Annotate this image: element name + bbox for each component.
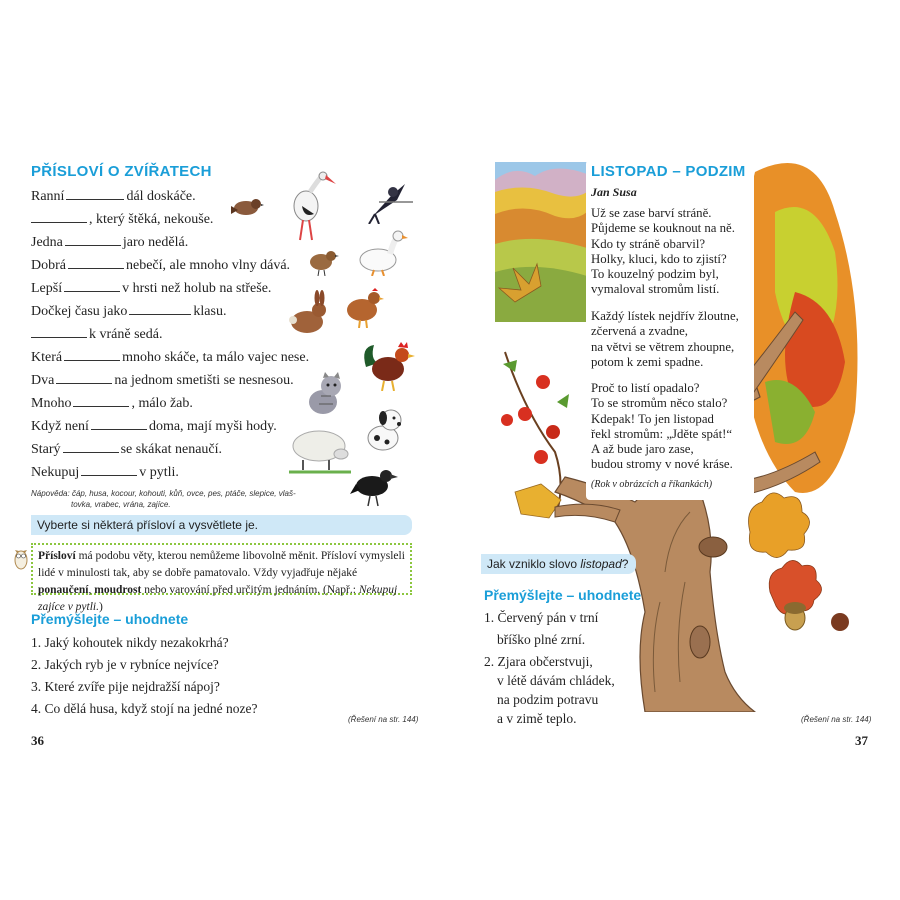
left-solution-ref: (Řešení na str. 144): [348, 715, 419, 724]
blank[interactable]: [68, 256, 124, 269]
owl-icon: [12, 545, 30, 571]
riddle-item: 1. Jaký kohoutek nikdy nezakokrhá?: [31, 635, 229, 650]
proverb-line: Lepší v hrsti než holub na střeše.: [31, 281, 272, 296]
blank[interactable]: [31, 210, 87, 223]
proverb-line: Starý se skákat nenaučí.: [31, 442, 223, 457]
cat-illustration: [303, 372, 347, 418]
goose-illustration: [356, 230, 408, 276]
proverb-line: Ranní dál doskáče.: [31, 189, 196, 204]
right-page-number: 37: [855, 733, 868, 748]
proverb-list: [31, 185, 309, 484]
poem-stanza-2: Každý lístek nejdřív žloutne, zčervená a zvadne, na větvi se větrem zhoupne, potom k zemi spadne.: [591, 309, 739, 369]
sparrow-illustration: [228, 194, 264, 222]
right-solution-ref: (Řešení na str. 144): [801, 715, 872, 724]
blank[interactable]: [63, 440, 119, 453]
proverb-line: Nekupuj v pytli.: [31, 465, 179, 480]
left-riddle-list: [31, 632, 257, 720]
task-band: Vyberte si některá přísloví a vysvětlete je.: [31, 515, 412, 535]
proverb-line: Dva na jednom smetišti se nesnesou.: [31, 373, 294, 388]
swallow-illustration: [365, 178, 413, 224]
blank[interactable]: [65, 233, 121, 246]
blank[interactable]: [91, 417, 147, 430]
blank[interactable]: [56, 371, 112, 384]
proverb-line: Která mnoho skáče, ta málo vajec nese.: [31, 350, 310, 365]
poem-stanza-3: Proč to listí opadalo? To se stromům něco stalo? Kdepak! To jen listopad řekl stromům: „Jděte spát!“ A až bude jaro zase, budou stromy v nové kráse.: [591, 381, 733, 472]
blank[interactable]: [31, 325, 87, 338]
blank[interactable]: [64, 348, 120, 361]
blank[interactable]: [73, 394, 129, 407]
poem-author: Jan Susa: [591, 185, 637, 199]
riddle-item: 4. Co dělá husa, když stojí na jedné noze?: [31, 701, 258, 716]
blank[interactable]: [64, 279, 120, 292]
chick-illustration: [305, 246, 339, 276]
stork-illustration: [288, 170, 336, 242]
right-riddle-1: 1. Červený pán v trní bříško plné zrní.: [484, 610, 599, 647]
right-task-band: Jak vzniklo slovo listopad?: [481, 554, 636, 574]
proverb-line: k vráně sedá.: [31, 323, 309, 346]
proverb-line: Když není doma, mají myši hody.: [31, 419, 277, 434]
sheep-illustration: [289, 424, 351, 474]
right-page-title: LISTOPAD – PODZIM: [591, 163, 746, 180]
right-riddle-title: Přemýšlejte – uhodnete: [484, 587, 642, 603]
proverb-line: Dobrá nebečí, ale mnoho vlny dává.: [31, 258, 291, 273]
left-page-title: PŘÍSLOVÍ O ZVÍŘATECH: [31, 163, 212, 180]
proverb-definition-note: Přísloví má podobu věty, kterou nemůžeme libovolně měnit. Přísloví vymysleli lidé v minulosti tak, aby se dobře pamatovalo. Vždy vyjadřuje nějaké ponaučení, moudrost nebo varování před určitým jednáním. (Např.: Nekupuj zajíce v pytli.): [31, 543, 412, 595]
proverb-line: Jedna jaro nedělá.: [31, 235, 189, 250]
hen-illustration: [342, 286, 384, 328]
crow-illustration: [350, 464, 398, 508]
hint-text: Nápověda: čáp, husa, kocour, kohouti, kůň, ovce, pes, ptáče, slepice, vlaš- tovka, vrabec, vrána, zajíce.: [31, 489, 296, 509]
blank[interactable]: [81, 463, 137, 476]
poem-source: (Rok v obrázcích a říkankách): [591, 479, 713, 490]
proverb-line: , který štěká, nekouše.: [31, 208, 309, 231]
left-page-number: 36: [31, 733, 44, 748]
blank[interactable]: [129, 302, 191, 315]
riddle-item: 3. Které zvíře pije nejdražší nápoj?: [31, 679, 220, 694]
blank[interactable]: [66, 187, 124, 200]
rooster-illustration: [360, 337, 418, 391]
hare-illustration: [283, 290, 329, 336]
dog-illustration: [363, 404, 407, 454]
right-riddle-2: 2. Zjara občerstvuji, v létě dávám chládek, na podzim potravu a v zimě teplo.: [484, 654, 615, 726]
poem-stanza-1: Už se zase barví stráně. Půjdeme se kouknout na ně. Kdo ty stráně obarvil? Holky, kluci, kdo to zjistí? To kouzelný podzim byl, vymaloval stromům listí.: [591, 206, 735, 297]
left-riddle-title: Přemýšlejte – uhodnete: [31, 611, 189, 627]
proverb-line: Dočkej času jako klasu.: [31, 304, 227, 319]
proverb-line: Mnoho , málo žab.: [31, 396, 193, 411]
riddle-item: 2. Jakých ryb je v rybníce nejvíce?: [31, 657, 219, 672]
